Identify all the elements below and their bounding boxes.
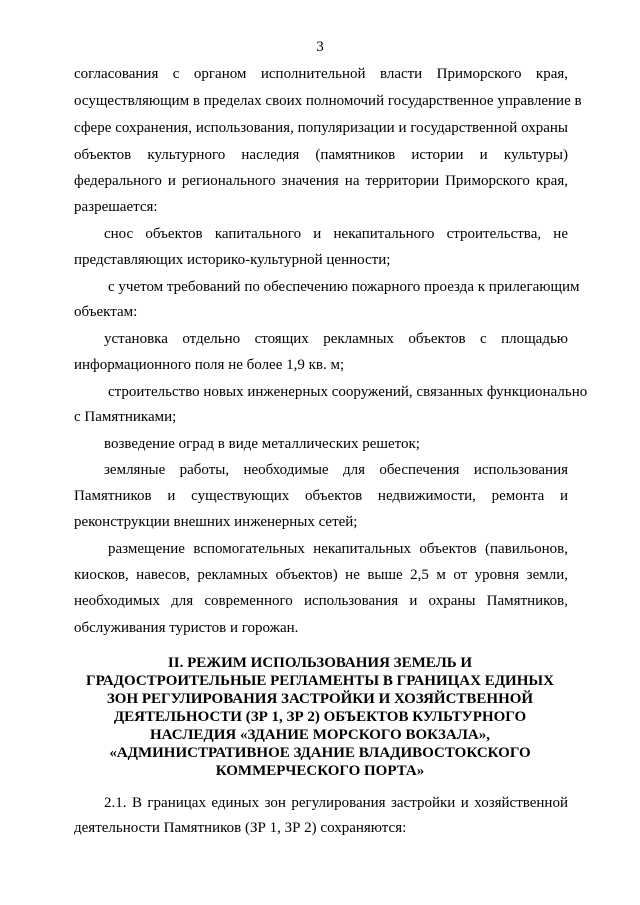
page-number: 3 (316, 39, 324, 55)
list-item-line: возведение оград в виде металлических решеток; (104, 436, 420, 452)
list-item-line: необходимых для современного использования и охраны Памятников, (74, 593, 568, 609)
paragraph-line: согласования с органом исполнительной власти Приморского края, (74, 66, 568, 82)
section-heading-line: II. РЕЖИМ ИСПОЛЬЗОВАНИЯ ЗЕМЕЛЬ И (167, 655, 473, 671)
section-heading-line: ГРАДОСТРОИТЕЛЬНЫЕ РЕГЛАМЕНТЫ В ГРАНИЦАХ ЕДИНЫХ (86, 673, 554, 689)
section-heading-line: ЗОН РЕГУЛИРОВАНИЯ ЗАСТРОЙКИ И ХОЗЯЙСТВЕННОЙ (106, 691, 534, 707)
list-item-line: установка отдельно стоящих рекламных объектов с площадью (104, 331, 568, 347)
list-item-line: снос объектов капитального и некапитального строительства, не (104, 226, 568, 242)
list-item-line: реконструкции внешних инженерных сетей; (74, 514, 358, 530)
list-item-line: строительство новых инженерных сооружений, связанных функционально (108, 384, 588, 400)
paragraph-line: деятельности Памятников (ЗР 1, ЗР 2) сохраняются: (74, 820, 407, 836)
list-item-line: представляющих историко-культурной ценности; (74, 252, 391, 268)
list-item-line: объектам: (74, 304, 138, 320)
list-item-line: с Памятниками; (74, 409, 177, 425)
list-item-line: Памятников и существующих объектов недвижимости, ремонта и (74, 488, 568, 504)
paragraph-line: разрешается: (74, 199, 158, 215)
section-heading-line: НАСЛЕДИЯ «ЗДАНИЕ МОРСКОГО ВОКЗАЛА», (149, 727, 491, 743)
section-heading-line: ДЕЯТЕЛЬНОСТИ (ЗР 1, ЗР 2) ОБЪЕКТОВ КУЛЬТУРНОГО (113, 709, 527, 725)
paragraph-line: объектов культурного наследия (памятников истории и культуры) (74, 147, 568, 163)
paragraph-line: сфере сохранения, использования, популяризации и государственной охраны (74, 120, 568, 136)
list-item-line: земляные работы, необходимые для обеспечения использования (104, 462, 568, 478)
list-item-line: информационного поля не более 1,9 кв. м; (74, 357, 345, 373)
section-heading-line: КОММЕРЧЕСКОГО ПОРТА» (215, 763, 425, 779)
paragraph-line: федерального и регионального значения на территории Приморского края, (74, 173, 568, 189)
paragraph-line: осуществляющим в пределах своих полномочий государственное управление в (74, 93, 582, 109)
list-item-line: размещение вспомогательных некапитальных объектов (павильонов, (108, 541, 568, 557)
paragraph-line: 2.1. В границах единых зон регулирования застройки и хозяйственной (104, 795, 568, 811)
list-item-line: обслуживания туристов и горожан. (74, 620, 299, 636)
list-item-line: киосков, навесов, рекламных объектов) не выше 2,5 м от уровня земли, (74, 567, 568, 583)
section-heading-line: «АДМИНИСТРАТИВНОЕ ЗДАНИЕ ВЛАДИВОСТОКСКОГО (109, 745, 531, 761)
list-item-line: с учетом требований по обеспечению пожарного проезда к прилегающим (108, 279, 580, 295)
